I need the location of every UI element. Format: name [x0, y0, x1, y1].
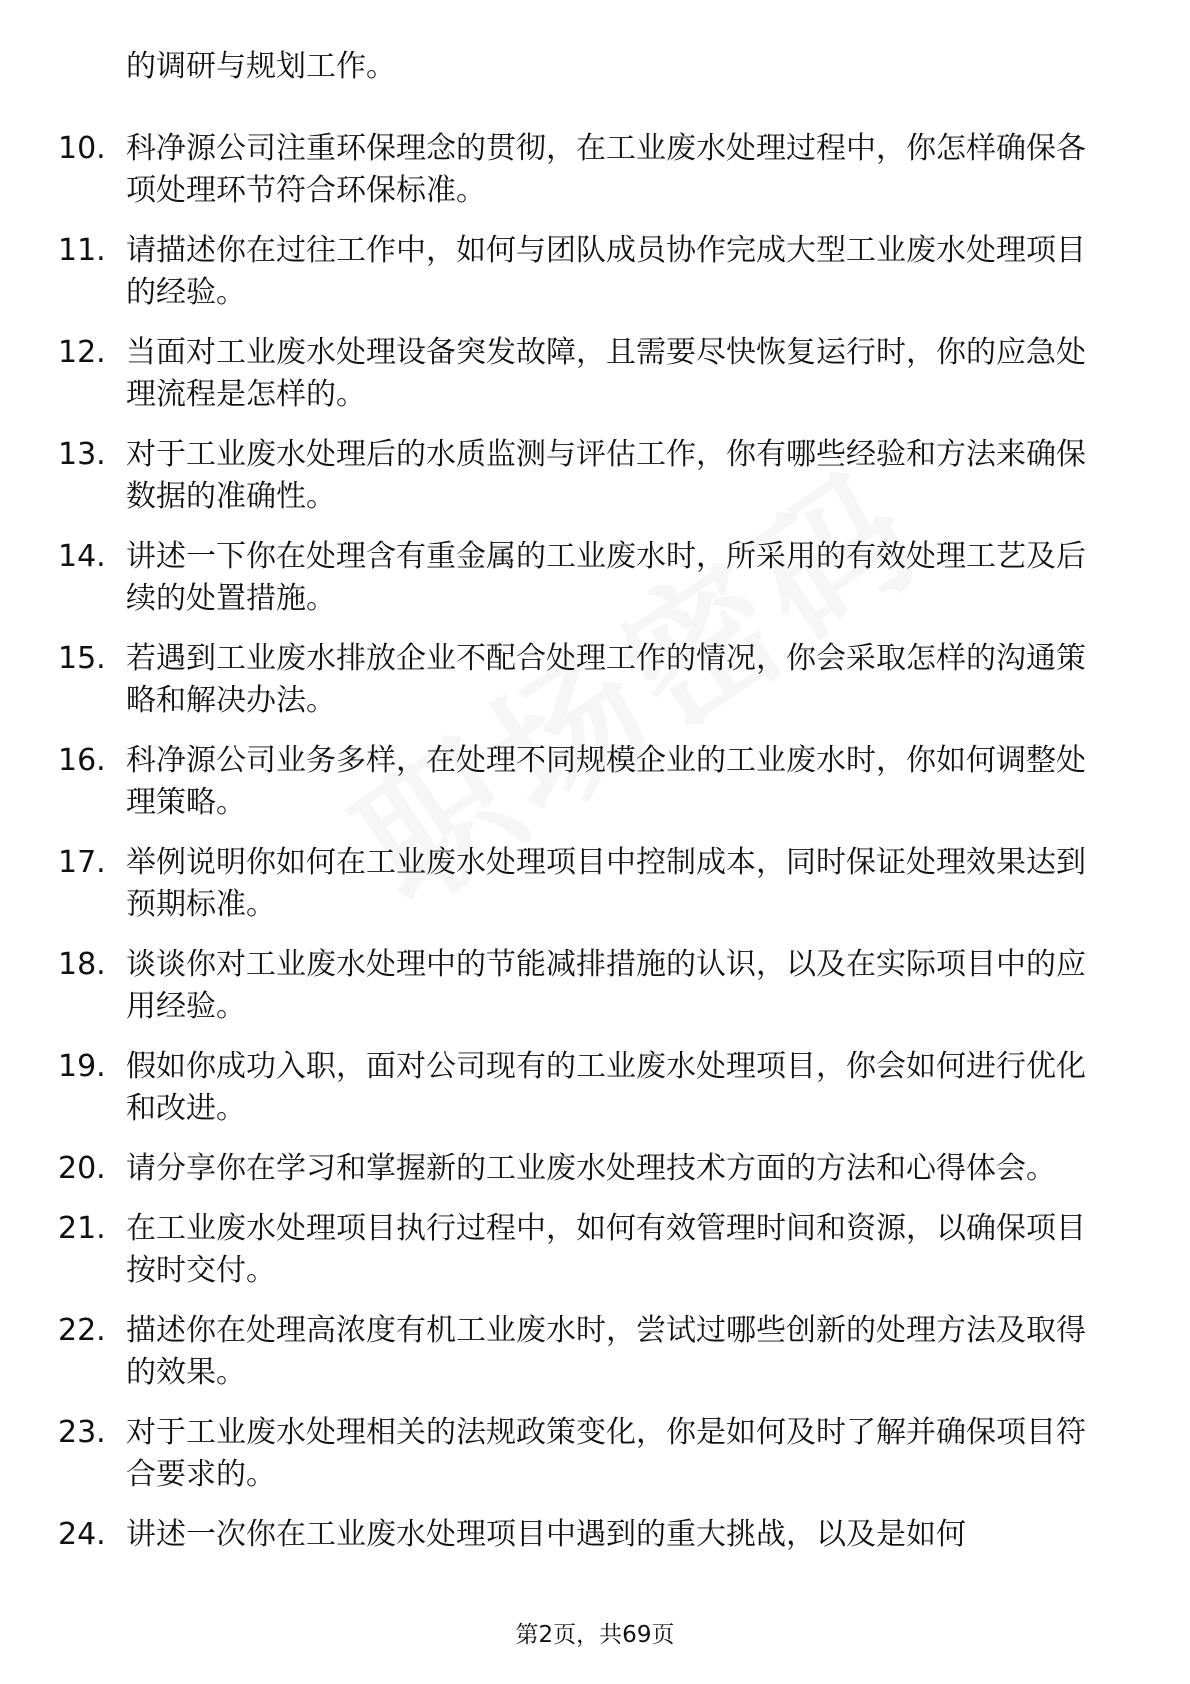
item-number: 20.: [58, 1151, 106, 1186]
list-item: [58, 1046, 1118, 1130]
page-number: 第2页，共69页: [515, 1622, 675, 1648]
list-item: [58, 1514, 1118, 1556]
item-text: 当面对工业废水处理设备突发故障，且需要尽快恢复运行时，你的应急处理流程是怎样的。: [126, 335, 1086, 412]
item-number: 13.: [58, 437, 106, 472]
item-number: 16.: [58, 743, 106, 778]
item-number: 24.: [58, 1517, 106, 1552]
list-item: [58, 944, 1118, 1028]
list-item: [58, 536, 1118, 620]
item-number: 14.: [58, 539, 106, 574]
item-text: 讲述一次你在工业废水处理项目中遇到的重大挑战，以及是如何: [126, 1517, 966, 1552]
item-text: 对于工业废水处理后的水质监测与评估工作，你有哪些经验和方法来确保数据的准确性。: [126, 437, 1086, 514]
list-item: [58, 230, 1118, 314]
list-item: [58, 434, 1118, 518]
question-list: [58, 46, 1118, 1574]
item-text: 若遇到工业废水排放企业不配合处理工作的情况，你会采取怎样的沟通策略和解决办法。: [126, 641, 1086, 718]
item-text: 描述你在处理高浓度有机工业废水时，尝试过哪些创新的处理方法及取得的效果。: [126, 1313, 1086, 1390]
list-item: [58, 740, 1118, 824]
item-text: 讲述一下你在处理含有重金属的工业废水时，所采用的有效处理工艺及后续的处置措施。: [126, 539, 1086, 616]
list-item: [58, 1208, 1118, 1292]
item-number: 19.: [58, 1049, 106, 1084]
item-number: 15.: [58, 641, 106, 676]
item-text: 请描述你在过往工作中，如何与团队成员协作完成大型工业废水处理项目的经验。: [126, 233, 1086, 310]
list-item: [58, 332, 1118, 416]
item-text: 科净源公司注重环保理念的贯彻，在工业废水处理过程中，你怎样确保各项处理环节符合环保标准。: [126, 131, 1086, 208]
item-number: 11.: [58, 233, 106, 268]
item-number: 21.: [58, 1211, 106, 1246]
item-text: 举例说明你如何在工业废水处理项目中控制成本，同时保证处理效果达到预期标准。: [126, 845, 1086, 922]
item-text: 谈谈你对工业废水处理中的节能减排措施的认识，以及在实际项目中的应用经验。: [126, 947, 1086, 1024]
item-text: 请分享你在学习和掌握新的工业废水处理技术方面的方法和心得体会。: [126, 1151, 1056, 1186]
item-number: 17.: [58, 845, 106, 880]
list-item: [58, 842, 1118, 926]
item-text: 对于工业废水处理相关的法规政策变化，你是如何及时了解并确保项目符合要求的。: [126, 1415, 1086, 1492]
item-number: 10.: [58, 131, 106, 166]
continued-text: 的调研与规划工作。: [126, 49, 396, 84]
item-text: 科净源公司业务多样，在处理不同规模企业的工业废水时，你如何调整处理策略。: [126, 743, 1086, 820]
list-item: [58, 1148, 1118, 1190]
item-number: 12.: [58, 335, 106, 370]
list-item: [58, 128, 1118, 212]
list-item: [58, 638, 1118, 722]
item-text: 在工业废水处理项目执行过程中，如何有效管理时间和资源，以确保项目按时交付。: [126, 1211, 1086, 1288]
item-number: 18.: [58, 947, 106, 982]
item-text: 假如你成功入职，面对公司现有的工业废水处理项目，你会如何进行优化和改进。: [126, 1049, 1086, 1126]
item-number: 22.: [58, 1313, 106, 1348]
item-number: 23.: [58, 1415, 106, 1450]
list-item: [58, 1310, 1118, 1394]
list-item: [58, 1412, 1118, 1496]
